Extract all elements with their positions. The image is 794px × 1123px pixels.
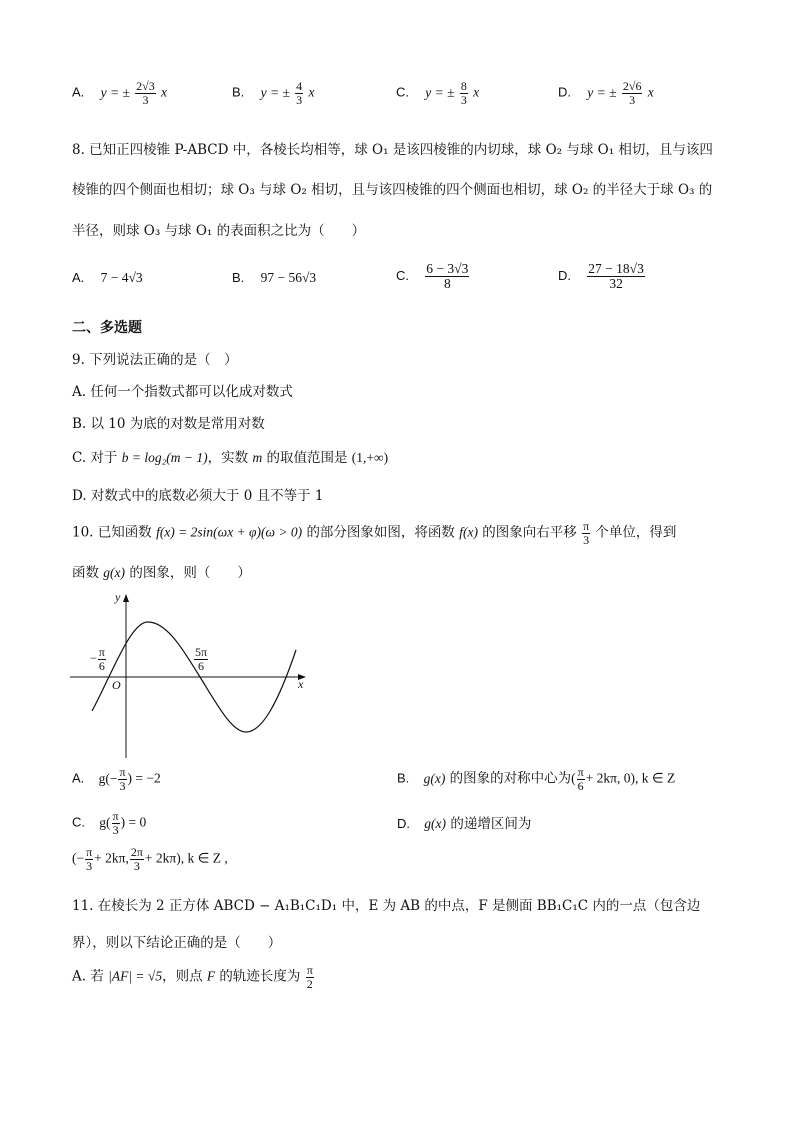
option-label: B. bbox=[397, 770, 410, 786]
option-fraction bbox=[295, 80, 303, 106]
math: + 2kπ, 0), k ∈ Z bbox=[585, 770, 676, 786]
option-var: x bbox=[161, 84, 168, 100]
math: g(− bbox=[98, 770, 118, 786]
text: 的取值范围是 bbox=[266, 450, 348, 466]
fraction bbox=[85, 846, 93, 872]
option-var: x bbox=[647, 84, 654, 100]
text: 的图象向右平移 bbox=[482, 524, 577, 541]
q7-option-a bbox=[72, 80, 167, 106]
frac-num: π bbox=[577, 765, 584, 779]
option-fraction bbox=[587, 262, 645, 291]
option-var: x bbox=[473, 84, 480, 100]
text: 的轨迹长度为 bbox=[219, 968, 301, 985]
fraction bbox=[118, 766, 126, 792]
fraction bbox=[112, 810, 120, 836]
q8-option-d bbox=[558, 262, 646, 291]
q8-option-c bbox=[396, 262, 470, 291]
option-text: 97 − 56√3 bbox=[260, 270, 317, 285]
frac-den: 32 bbox=[609, 276, 623, 292]
option-lhs: y = ± bbox=[425, 84, 455, 100]
frac-den: 3 bbox=[583, 532, 590, 547]
frac-den: 8 bbox=[443, 276, 451, 292]
math-var: F bbox=[206, 968, 216, 984]
q7-option-c bbox=[396, 80, 479, 106]
frac-num: 2√6 bbox=[622, 79, 642, 93]
frac-num: π bbox=[98, 645, 105, 659]
fraction bbox=[130, 846, 144, 872]
shift-fraction bbox=[582, 520, 590, 546]
option-label: C. bbox=[396, 268, 409, 284]
math: + 2kπ), k ∈ Z , bbox=[144, 850, 228, 866]
frac-num: 2√3 bbox=[136, 79, 155, 93]
axes bbox=[70, 594, 306, 758]
frac-den: 3 bbox=[112, 822, 119, 837]
q10-line-2 bbox=[72, 561, 251, 581]
math: g( bbox=[99, 814, 111, 830]
q11-option-a bbox=[72, 964, 315, 990]
math: + 2kπ, bbox=[94, 850, 129, 866]
math: (− bbox=[72, 850, 85, 866]
frac-den: 2 bbox=[306, 976, 313, 991]
option-label: A. bbox=[72, 770, 85, 786]
math-range: (1,+∞) bbox=[351, 450, 389, 465]
q9-stem: 9. 下列说法正确的是（ ） bbox=[72, 352, 238, 368]
option-fraction bbox=[425, 262, 469, 291]
fraction bbox=[577, 766, 585, 792]
q9-option-d: D. 对数式中的底数必须大于 0 且不等于 1 bbox=[72, 488, 324, 504]
math-var: m bbox=[252, 450, 263, 465]
option-var: x bbox=[308, 84, 315, 100]
option-fraction bbox=[622, 80, 643, 106]
frac-den: 3 bbox=[142, 92, 149, 107]
option-label: C. bbox=[396, 84, 409, 100]
frac-den: 6 bbox=[577, 778, 584, 793]
option-label: B. bbox=[232, 270, 245, 285]
math: ) = −2 bbox=[127, 770, 161, 786]
frac-num: 27 − 18√3 bbox=[588, 261, 644, 276]
frac-den: 3 bbox=[86, 858, 93, 873]
graph-left-tick-label bbox=[90, 646, 107, 672]
math: g(x) bbox=[423, 770, 446, 786]
option-fraction bbox=[460, 80, 468, 106]
text: 个单位，得到 bbox=[595, 524, 677, 541]
text: C. 对于 bbox=[72, 450, 118, 466]
q11-line-1: 11. 在棱长为 2 正方体 ABCD − A₁B₁C₁D₁ 中，E 为 AB 的中点，F 是侧面 BB₁C₁C 内的一点（包含边 bbox=[72, 898, 701, 914]
q8-option-b bbox=[232, 270, 316, 286]
q9-option-a: A. 任何一个指数式都可以化成对数式 bbox=[72, 384, 293, 400]
graph-right-tick-label bbox=[193, 646, 209, 672]
math: ( bbox=[571, 770, 576, 786]
option-lhs: y = ± bbox=[587, 84, 617, 100]
q10-line-1 bbox=[72, 520, 676, 546]
option-label: A. bbox=[72, 270, 85, 285]
math: f(x) bbox=[459, 524, 478, 540]
math: b = log₂(m − 1) bbox=[121, 450, 208, 465]
text: ，实数 bbox=[207, 450, 249, 466]
option-label: D. bbox=[558, 268, 571, 284]
q9-option-b: B. 以 10 为底的对数是常用对数 bbox=[72, 416, 265, 432]
q10-option-d-interval bbox=[72, 846, 228, 872]
frac-den: 3 bbox=[296, 92, 303, 107]
frac-num: π bbox=[306, 963, 313, 977]
frac-num: 2π bbox=[130, 845, 143, 859]
frac-num: 6 − 3√3 bbox=[426, 261, 469, 276]
text: 的图象，则（ ） bbox=[129, 565, 251, 581]
option-lhs: y = ± bbox=[100, 84, 130, 100]
frac-num: π bbox=[583, 519, 590, 533]
graph-x-label: x bbox=[298, 677, 304, 691]
sine-graph bbox=[70, 588, 320, 760]
fraction bbox=[306, 964, 314, 990]
math: |AF| = √5 bbox=[108, 968, 163, 984]
q8-option-a bbox=[72, 270, 143, 286]
math: f(x) = 2sin(ωx + φ)(ω > 0) bbox=[156, 524, 303, 540]
graph-y-label: y bbox=[115, 590, 121, 604]
frac-den: 3 bbox=[629, 92, 636, 107]
frac-den: 6 bbox=[198, 658, 205, 673]
section-title: 二、多选题 bbox=[72, 320, 142, 336]
q8-line-2: 棱锥的四个侧面也相切；球 O₃ 与球 O₂ 相切，且与该四棱锥的四个侧面也相切，球 O₂ 的半径大于球 O₃ 的 bbox=[72, 182, 713, 198]
text: A. 若 bbox=[72, 968, 104, 985]
option-label: A. bbox=[72, 84, 85, 100]
q10-option-d bbox=[397, 812, 531, 832]
frac-den: 6 bbox=[98, 658, 105, 673]
q11-line-2: 界），则以下结论正确的是（ ） bbox=[72, 935, 282, 951]
frac-num: π bbox=[86, 845, 93, 859]
text: 函数 bbox=[72, 565, 99, 581]
option-text: 7 − 4√3 bbox=[100, 270, 143, 285]
math: g(x) bbox=[424, 816, 447, 831]
option-label: D. bbox=[397, 816, 410, 831]
q7-option-d bbox=[558, 80, 654, 106]
tick-fraction bbox=[194, 646, 208, 672]
text: 的部分图象如图，将函数 bbox=[306, 524, 455, 541]
option-label: C. bbox=[72, 814, 85, 830]
q7-option-b bbox=[232, 80, 314, 106]
y-axis-arrow bbox=[123, 594, 129, 602]
math: g(x) bbox=[103, 565, 126, 580]
q8-line-3: 半径，则球 O₃ 与球 O₁ 的表面积之比为（ ） bbox=[72, 223, 366, 239]
option-lhs: y = ± bbox=[260, 84, 290, 100]
frac-den: 3 bbox=[460, 92, 467, 107]
frac-den: 3 bbox=[119, 778, 126, 793]
q10-option-b bbox=[397, 766, 675, 792]
sign: − bbox=[90, 650, 97, 665]
frac-den: 3 bbox=[133, 858, 140, 873]
text: 10. 已知函数 bbox=[72, 524, 152, 541]
q10-option-c bbox=[72, 810, 146, 836]
text: 的图象的对称中心为 bbox=[449, 770, 572, 787]
frac-num: 5π bbox=[195, 645, 208, 659]
option-fraction bbox=[135, 80, 156, 106]
option-label: B. bbox=[232, 84, 245, 100]
math: ) = 0 bbox=[120, 814, 147, 830]
tick-fraction bbox=[98, 646, 106, 672]
frac-num: π bbox=[119, 765, 126, 779]
option-label: D. bbox=[558, 84, 571, 100]
q10-option-a bbox=[72, 766, 161, 792]
frac-num: 4 bbox=[296, 79, 303, 93]
graph-origin-label: O bbox=[112, 678, 121, 692]
q9-option-c bbox=[72, 446, 388, 466]
q8-line-1: 8. 已知正四棱锥 P-ABCD 中，各棱长均相等，球 O₁ 是该四棱锥的内切球，球 O₂ 与球 O₁ 相切，且与该四 bbox=[72, 142, 713, 158]
text: 的递增区间为 bbox=[450, 816, 532, 832]
frac-num: π bbox=[112, 809, 119, 823]
text: ，则点 bbox=[162, 968, 203, 985]
frac-num: 8 bbox=[460, 79, 467, 93]
